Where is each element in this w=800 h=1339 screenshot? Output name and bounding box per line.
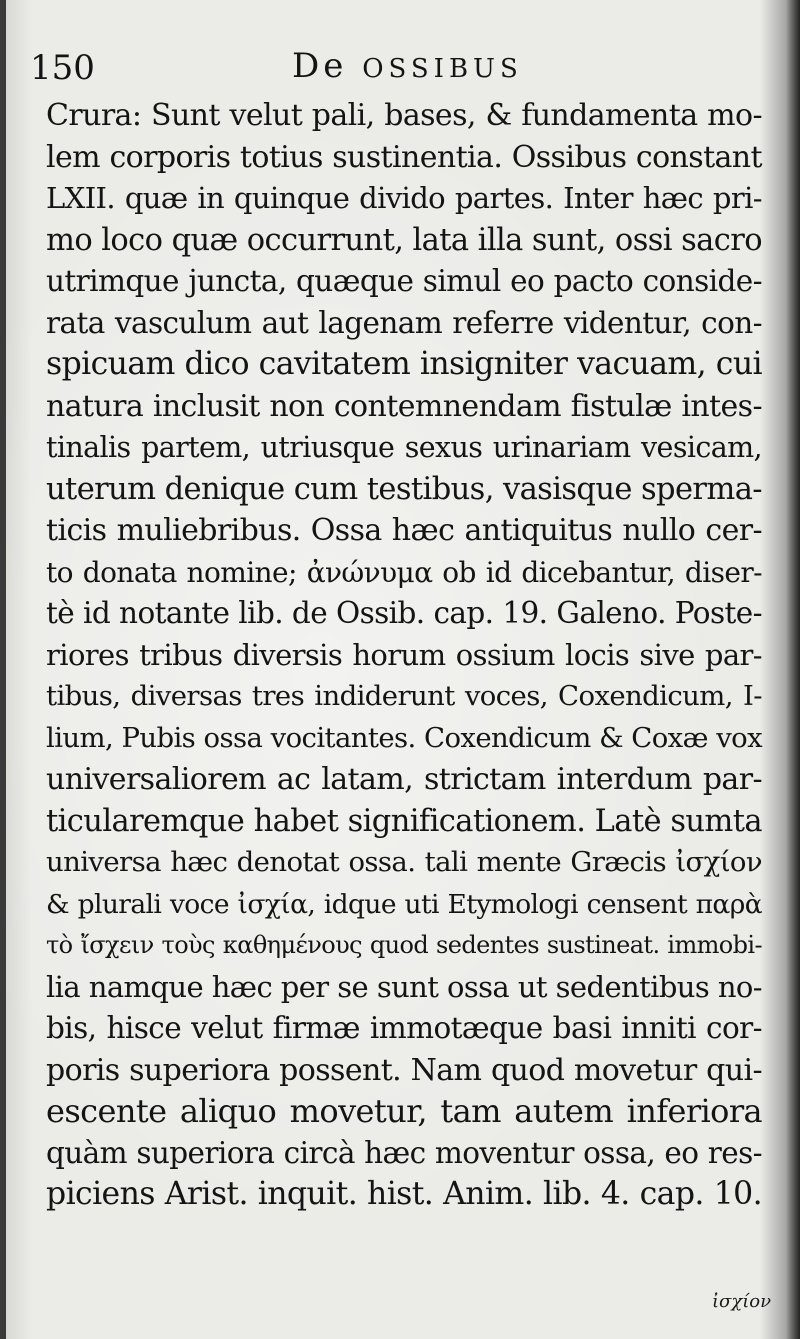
text-line: to donata nomine; ἀνώνυμα ob id dicebantur, diser- (46, 555, 762, 589)
page-number: 150 (30, 48, 95, 88)
text-line: escente aliquo movetur, tam autem inferiora (46, 1092, 762, 1130)
text-line: Crura: Sunt velut pali, bases, & fundamenta mo- (46, 98, 762, 133)
page-left-edge (0, 0, 6, 1339)
body-text (46, 95, 762, 1216)
text-line: natura inclusit non contemnendam fistulæ intes- (46, 388, 762, 424)
text-line: lia namque hæc per se sunt ossa ut sedentibus no- (46, 969, 762, 1004)
text-line: & plurali voce ἰσχία, idque uti Etymologi censent παρὰ (46, 888, 762, 920)
text-line: uterum denique cum testibus, vasisque sperma- (46, 471, 762, 507)
text-line: utrimque juncta, quæque simul eo pacto conside- (46, 264, 762, 298)
running-head (292, 44, 523, 91)
text-line: LXII. quæ in quinque divido partes. Inter hæc pri- (46, 181, 762, 215)
text-line: tinalis partem, utriusque sexus urinariam vesicam, (46, 431, 762, 464)
text-line: riores tribus diversis horum ossium locis sive par- (46, 637, 762, 672)
text-line: lem corporis totius sustinentia. Ossibus constant (46, 139, 762, 175)
catchword: ἰσχίον (712, 1291, 772, 1312)
text-line: ticularemque habet significationem. Latè sumta (46, 803, 762, 839)
text-line: rata vasculum aut lagenam referre videntur, con- (46, 305, 762, 340)
text-line: spicuam dico cavitatem insigniter vacuam, cui (46, 346, 762, 382)
page-header (30, 44, 750, 88)
text-line: bis, hisce velut firmæ immotæque basi inniti cor- (46, 1011, 762, 1045)
text-line: mo loco quæ occurrunt, lata illa sunt, ossi sacro (46, 222, 762, 258)
text-line: τὸ ἴσχειν τοὺς καθημένους quod sedentes sustineat. immobi- (46, 931, 762, 959)
text-line: tè id notante lib. de Ossib. cap. 19. Galeno. Poste- (46, 596, 762, 630)
text-line: poris superiora possent. Nam quod movetur qui- (46, 1052, 762, 1088)
text-line: lium, Pubis ossa vocitantes. Coxendicum & Coxæ vox (46, 721, 762, 754)
text-line: ticis muliebribus. Ossa hæc antiquitus nullo cer- (46, 513, 762, 548)
text-line: quàm superiora circà hæc moventur ossa, eo res- (46, 1135, 762, 1170)
text-line: piciens Arist. inquit. hist. Anim. lib. 4. cap. 10. (46, 1176, 762, 1212)
text-line: universa hæc denotat ossa. tali mente Græcis ἰσχίον (46, 846, 762, 878)
running-head-initial: De (292, 46, 348, 86)
running-head-rest: OSSIBUS (362, 54, 523, 84)
text-line: tibus, diversas tres indiderunt voces, Coxendicum, I- (46, 680, 762, 712)
page-right-edge-shadow (786, 0, 800, 1339)
text-line: universaliorem ac latam, strictam interdum par- (46, 762, 762, 797)
